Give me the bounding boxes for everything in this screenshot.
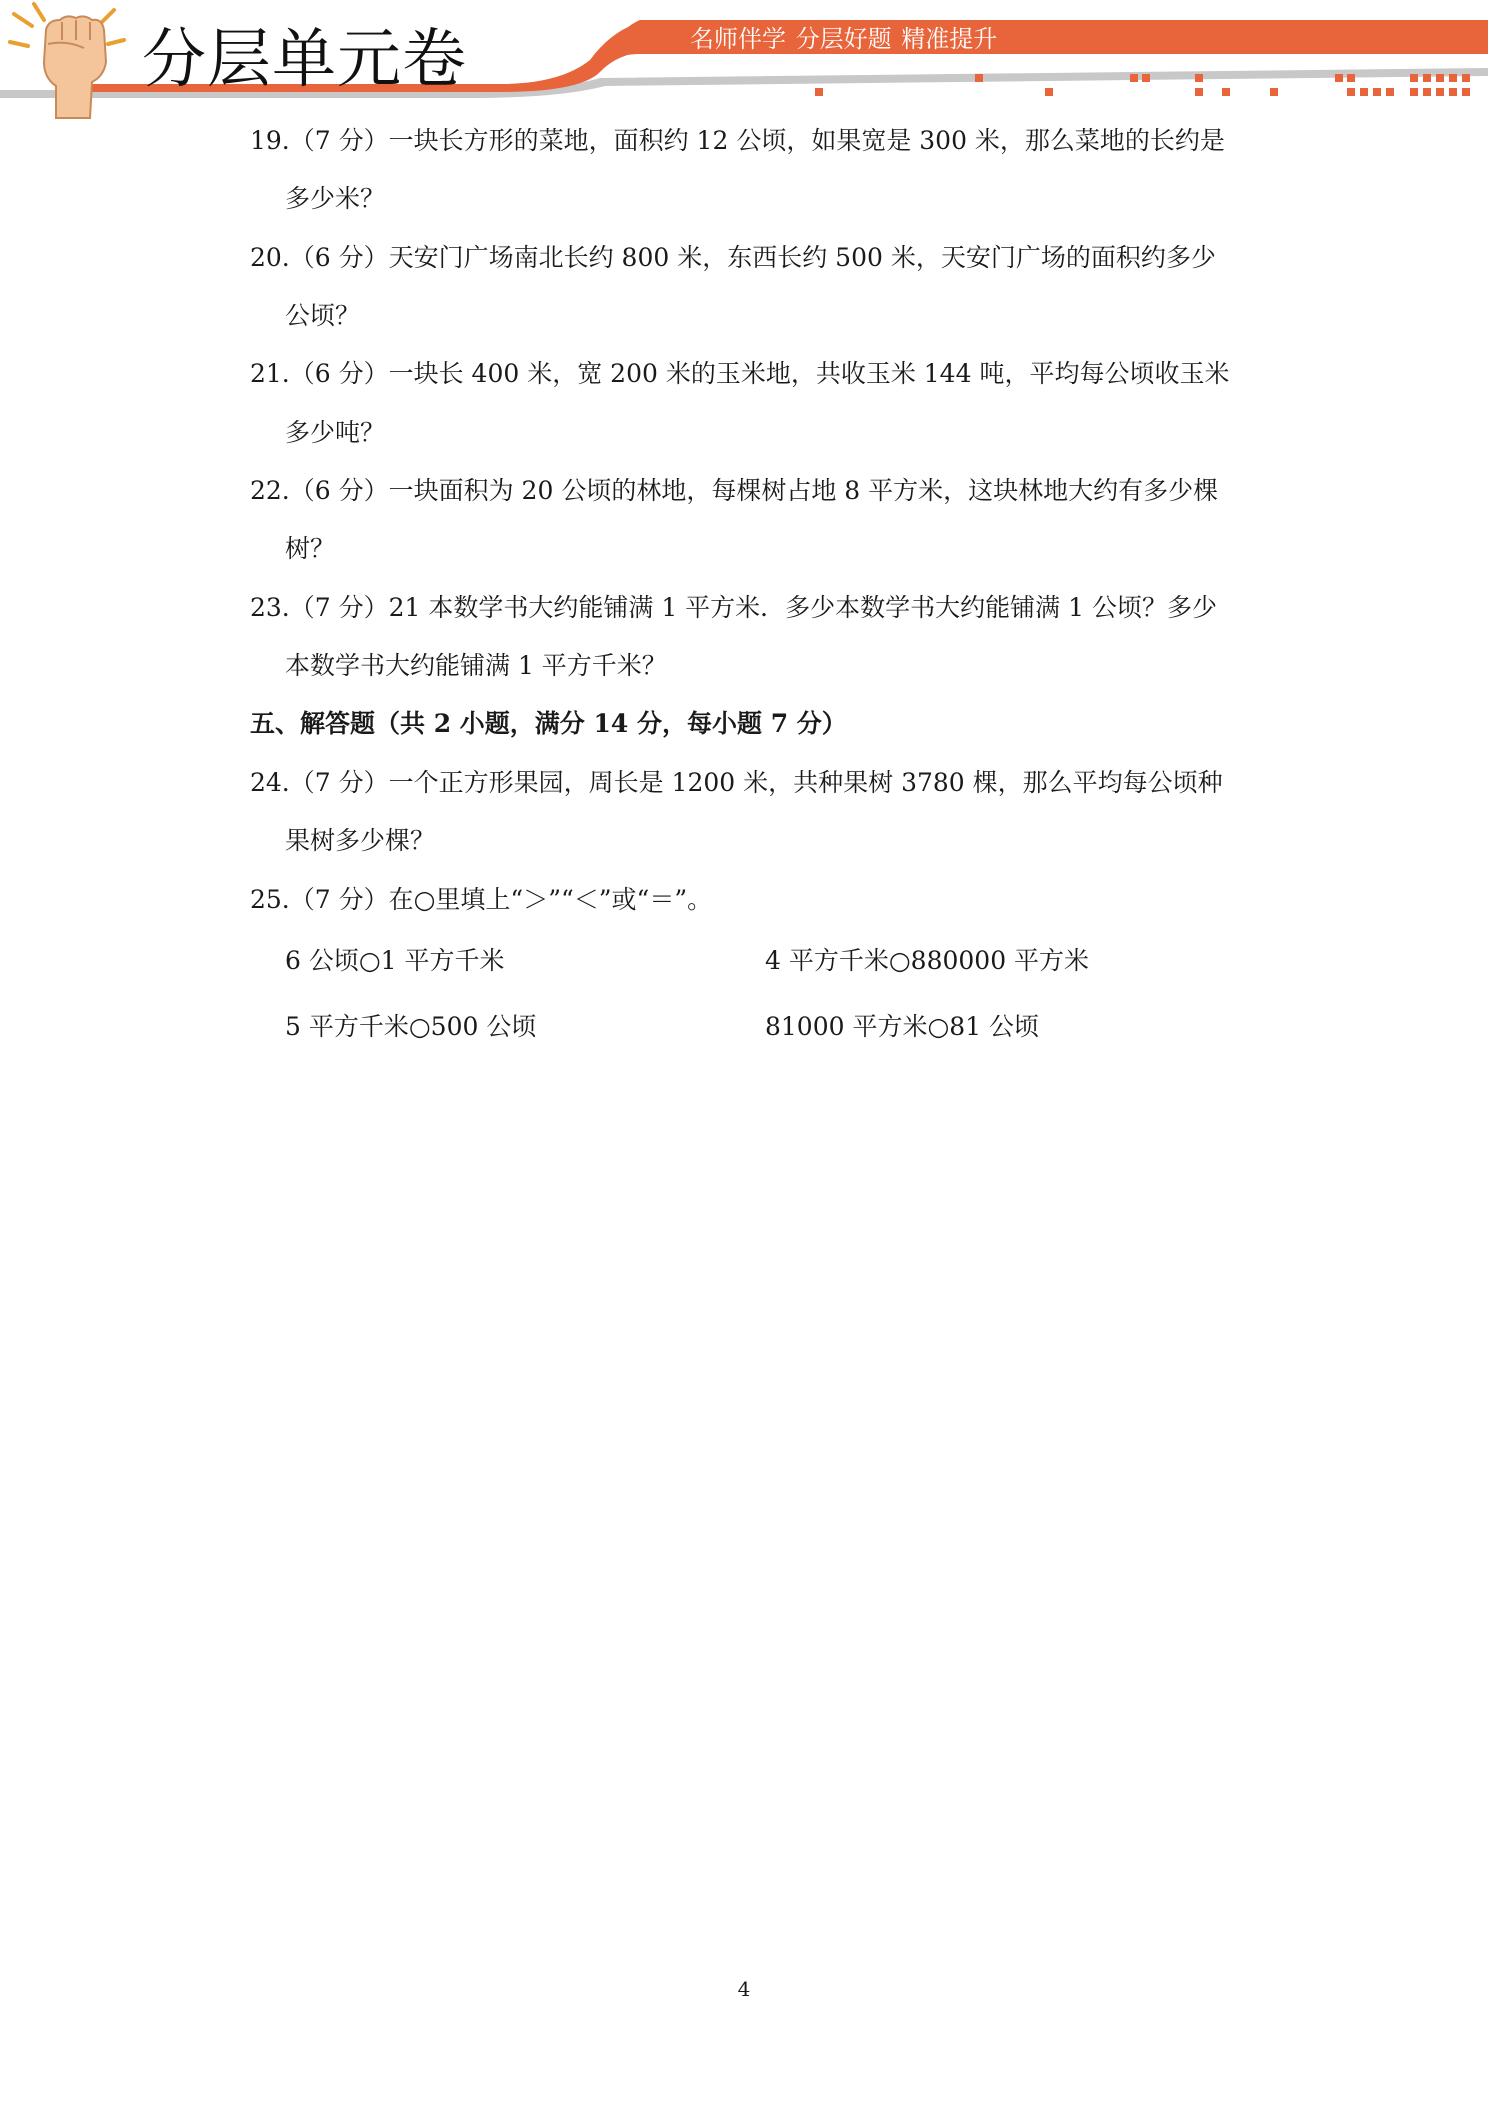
brand-slogan: 名师伴学 分层好题 精准提升: [690, 25, 998, 53]
question-21-line2: 多少吨？: [285, 418, 386, 447]
comparison-item: 5 平方千米○500 公顷: [285, 1012, 537, 1041]
brand-title: 分层单元卷: [142, 23, 467, 97]
fist-icon: [4, 0, 134, 120]
question-23-line1: 23.（7 分）21 本数学书大约能铺满 1 平方米．多少本数学书大约能铺满 1 公顷？多少: [250, 593, 1217, 622]
question-20-line2: 公顷？: [285, 301, 361, 330]
comparison-item: 4 平方千米○880000 平方米: [765, 946, 1090, 975]
question-22-line2: 树？: [285, 534, 336, 563]
comparison-item: 6 公顷○1 平方千米: [285, 946, 505, 975]
question-19-line1: 19.（7 分）一块长方形的菜地，面积约 12 公顷，如果宽是 300 米，那么菜地的长约是: [250, 126, 1225, 155]
question-20-line1: 20.（6 分）天安门广场南北长约 800 米，东西长约 500 米，天安门广场的面积约多少: [250, 243, 1216, 272]
question-19-line2: 多少米？: [285, 184, 386, 213]
question-24-line1: 24.（7 分）一个正方形果园，周长是 1200 米，共种果树 3780 棵，那么平均每公顷种: [250, 768, 1223, 797]
page-header: [0, 0, 1488, 120]
comparison-item: 81000 平方米○81 公顷: [765, 1012, 1040, 1041]
question-22-line1: 22.（6 分）一块面积为 20 公顷的林地，每棵树占地 8 平方米，这块林地大约有多少棵: [250, 476, 1219, 505]
question-25: 25.（7 分）在○里填上“＞”“＜”或“＝”。: [250, 885, 713, 914]
question-23-line2: 本数学书大约能铺满 1 平方千米？: [285, 651, 667, 680]
question-24-line2: 果树多少棵？: [285, 826, 436, 855]
question-21-line1: 21.（6 分）一块长 400 米，宽 200 米的玉米地，共收玉米 144 吨，平均每公顷收玉米: [250, 359, 1230, 388]
page-number: 4: [737, 1977, 751, 2001]
section-heading: 五、解答题（共 2 小题，满分 14 分，每小题 7 分）: [250, 709, 847, 738]
